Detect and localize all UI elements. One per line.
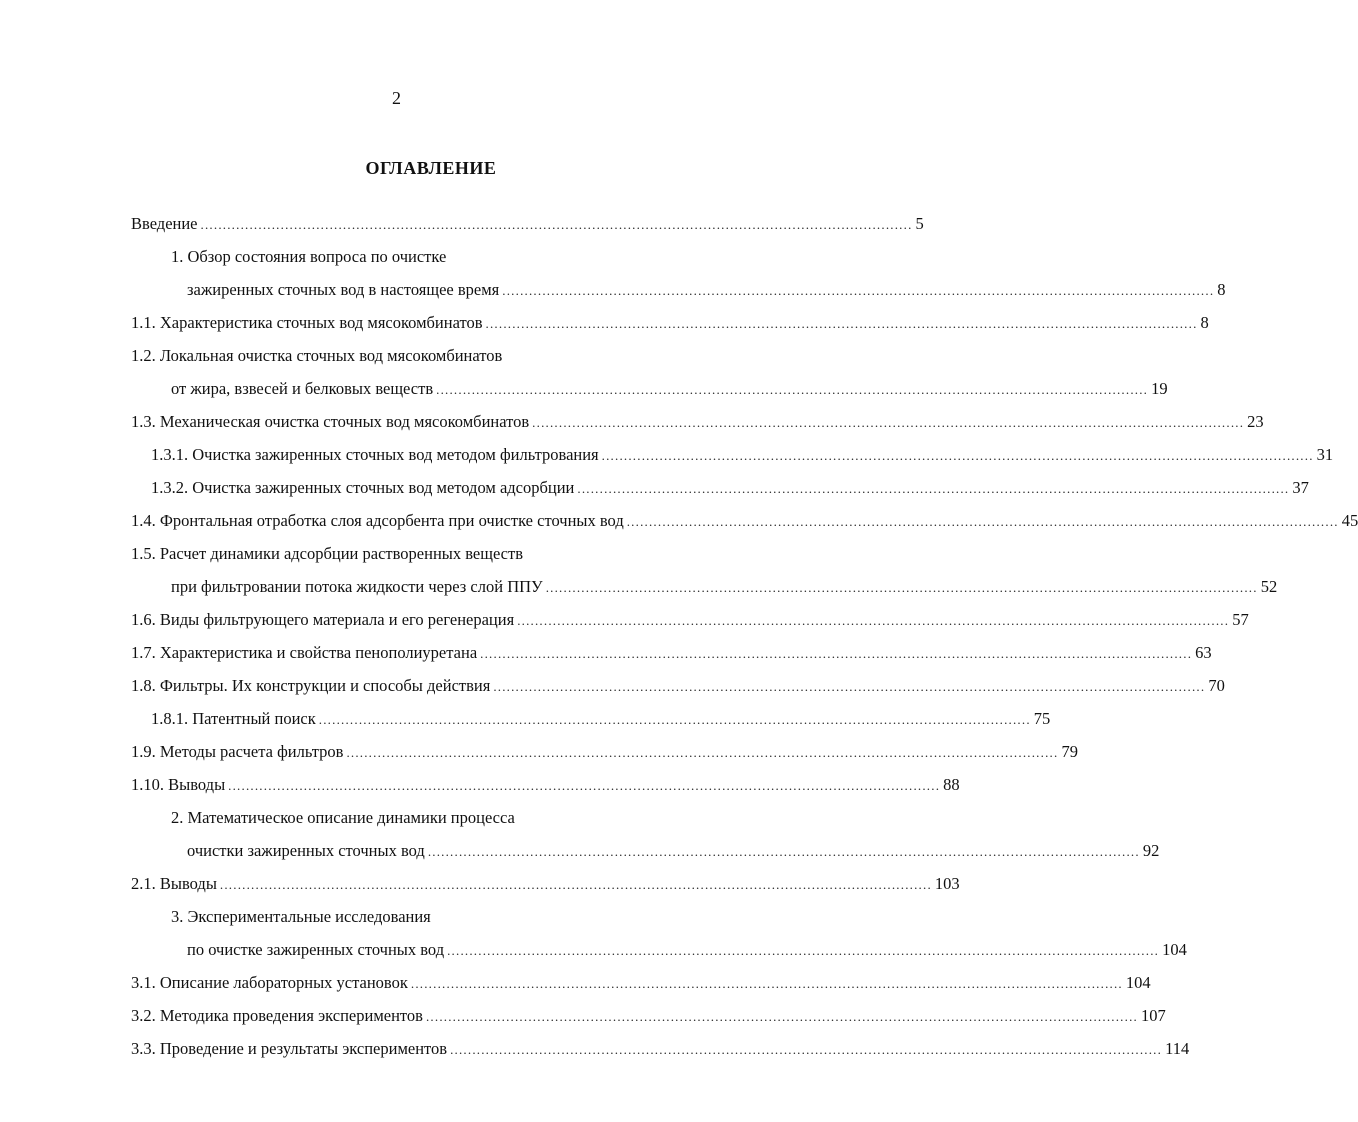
toc-leader: ................................................................................................................................................................: [200, 217, 913, 232]
toc-entry-page: 114: [1165, 1039, 1190, 1058]
toc-leader: ................................................................................................................................................................: [219, 877, 932, 892]
toc-entry-page: 37: [1292, 478, 1309, 497]
toc-entry: [171, 575, 1278, 599]
toc-entry-page: 19: [1151, 379, 1168, 398]
toc-leader: ................................................................................................................................................................: [410, 976, 1123, 991]
toc-leader: ................................................................................................................................................................: [450, 1042, 1163, 1057]
toc-entry-page: 5: [915, 214, 924, 233]
toc-entry-text: 1.2. Локальная очистка сточных вод мясокомбинатов: [131, 346, 503, 365]
toc-entry-text: 1.3.2. Очистка зажиренных сточных вод методом адсорбции: [151, 478, 575, 497]
toc-entry: [131, 872, 960, 896]
toc-leader: ................................................................................................................................................................: [436, 382, 1149, 397]
toc-entry: [131, 344, 502, 368]
toc-entry-text: 1.9. Методы расчета фильтров: [131, 742, 344, 761]
toc-entry: [131, 542, 523, 566]
toc-entry-text: 1.7. Характеристика и свойства пенополиуретана: [131, 643, 478, 662]
toc-leader: ................................................................................................................................................................: [318, 712, 1031, 727]
toc-entry-page: 23: [1247, 412, 1264, 431]
toc-leader: ................................................................................................................................................................: [601, 448, 1314, 463]
toc-leader: ................................................................................................................................................................: [228, 778, 941, 793]
toc-entry: [131, 509, 1358, 533]
toc-entry-text: 3.2. Методика проведения экспериментов: [131, 1006, 423, 1025]
toc-entry-page: 63: [1195, 643, 1212, 662]
toc-entry-page: 104: [1162, 940, 1187, 959]
toc-leader: ................................................................................................................................................................: [480, 646, 1193, 661]
toc-entry-text: Введение: [131, 214, 198, 233]
toc-entry: [171, 806, 515, 830]
toc-entry-text: зажиренных сточных вод в настоящее время: [187, 280, 500, 299]
toc-leader: ................................................................................................................................................................: [346, 745, 1059, 760]
toc-entry: [187, 938, 1187, 962]
toc-entry: [131, 608, 1249, 632]
toc-entry: [131, 1037, 1190, 1061]
toc-entry-page: 75: [1033, 709, 1051, 728]
toc-entry: [187, 839, 1160, 863]
toc-entry-text: 1.10. Выводы: [131, 775, 226, 794]
page-number: 2: [392, 88, 401, 108]
toc-entry-page: 104: [1125, 973, 1151, 992]
toc-entry-text: 3. Экспериментальные исследования: [171, 907, 431, 926]
toc-entry-page: 79: [1061, 742, 1078, 761]
toc-entry-page: 70: [1208, 676, 1225, 695]
toc-entry: [131, 311, 1209, 335]
toc-entry-text: очистки зажиренных сточных вод: [187, 841, 425, 860]
toc-leader: ................................................................................................................................................................: [447, 943, 1160, 958]
toc-leader: ................................................................................................................................................................: [502, 283, 1215, 298]
toc-entry-page: 103: [934, 874, 960, 893]
toc-entry-page: 8: [1200, 313, 1209, 332]
toc-entry: [131, 641, 1212, 665]
toc-leader: ................................................................................................................................................................: [427, 844, 1140, 859]
toc-leader: ................................................................................................................................................................: [532, 415, 1245, 430]
toc-entry-page: 88: [943, 775, 960, 794]
toc-leader: ................................................................................................................................................................: [545, 580, 1258, 595]
toc-entry: [131, 1004, 1166, 1028]
toc-entry-text: при фильтровании потока жидкости через слой ППУ: [171, 577, 543, 596]
toc-entry-text: 3.3. Проведение и результаты экспериментов: [131, 1039, 448, 1058]
toc-entry-text: 2. Математическое описание динамики процесса: [171, 808, 515, 827]
toc-leader: ................................................................................................................................................................: [425, 1009, 1138, 1024]
toc-entry-text: 1.8. Фильтры. Их конструкции и способы действия: [131, 676, 491, 695]
toc-entry-text: 1.4. Фронтальная отработка слоя адсорбента при очистке сточных вод: [131, 511, 624, 530]
toc-entry-page: 92: [1142, 841, 1160, 860]
toc-entry-text: 1.8.1. Патентный поиск: [151, 709, 316, 728]
toc-entry: [131, 410, 1264, 434]
toc-entry: [131, 740, 1078, 764]
toc-entry-text: 1.1. Характеристика сточных вод мясокомбинатов: [131, 313, 483, 332]
toc-entry-text: 2.1. Выводы: [131, 874, 217, 893]
toc-entry-text: по очистке зажиренных сточных вод: [187, 940, 445, 959]
toc-entry: [131, 212, 924, 236]
page-title: ОГЛАВЛЕНИЕ: [365, 158, 497, 178]
toc-entry-page: 31: [1316, 445, 1334, 464]
toc-leader: ................................................................................................................................................................: [626, 514, 1339, 529]
toc-entry-text: от жира, взвесей и белковых веществ: [171, 379, 434, 398]
toc-entry: [151, 707, 1051, 731]
toc-entry: [151, 443, 1334, 467]
toc-leader: ................................................................................................................................................................: [577, 481, 1290, 496]
toc-entry-text: 3.1. Описание лабораторных установок: [131, 973, 408, 992]
toc-entry-text: 1.5. Расчет динамики адсорбции растворенных веществ: [131, 544, 524, 563]
toc-leader: ................................................................................................................................................................: [493, 679, 1206, 694]
toc-leader: ................................................................................................................................................................: [485, 316, 1198, 331]
toc-leader: ................................................................................................................................................................: [517, 613, 1230, 628]
toc-entry: [131, 971, 1151, 995]
toc-entry-page: 107: [1140, 1006, 1166, 1025]
toc-entry: [171, 245, 446, 269]
toc-entry-page: 8: [1217, 280, 1226, 299]
toc-entry: [131, 674, 1225, 698]
toc-entry: [187, 278, 1226, 302]
toc-entry-text: 1.6. Виды фильтрующего материала и его регенерация: [131, 610, 515, 629]
toc-entry: [171, 905, 431, 929]
toc-entry-page: 52: [1260, 577, 1278, 596]
toc-entry: [151, 476, 1309, 500]
toc-entry-text: 1.3.1. Очистка зажиренных сточных вод методом фильтрования: [151, 445, 599, 464]
toc-entry-text: 1.3. Механическая очистка сточных вод мясокомбинатов: [131, 412, 530, 431]
toc-entry: [131, 773, 960, 797]
toc-entry-page: 57: [1232, 610, 1249, 629]
toc-entry-page: 45: [1341, 511, 1358, 530]
toc-entry: [171, 377, 1168, 401]
toc-entry-text: 1. Обзор состояния вопроса по очистке: [171, 247, 447, 266]
